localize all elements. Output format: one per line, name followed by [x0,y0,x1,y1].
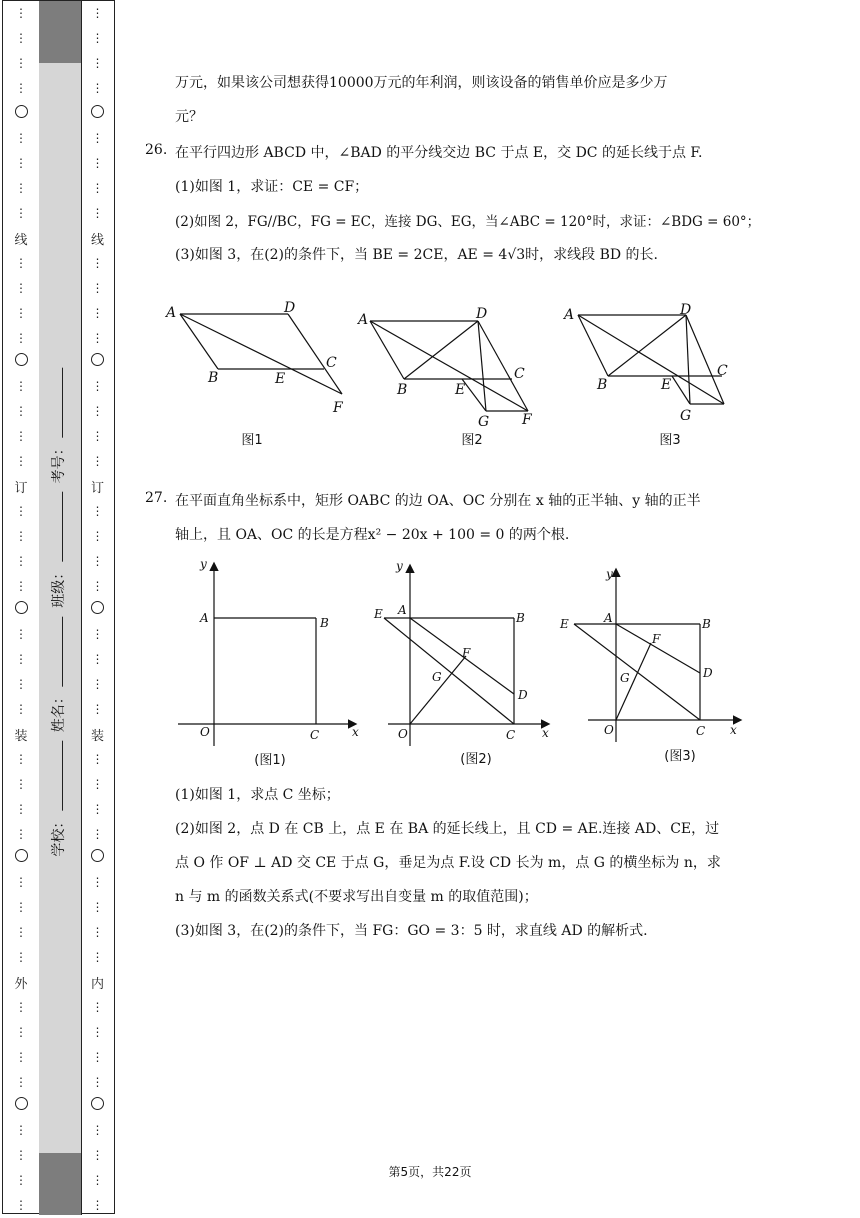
outer-seal-strip [3,1,40,1215]
svg-text:G: G [432,670,442,684]
q27-part2-line1: (2)如图 2，点 D 在 CB 上，点 E 在 BA 的延长线上，且 CD = AE.连接 AD、CE，过 [175,821,720,837]
svg-text:G: G [680,408,692,424]
svg-text:y: y [606,567,613,581]
svg-text:F: F [652,632,661,646]
svg-text:D: D [680,302,692,318]
dotted-line: ⋮ ⋮ ⋮ ⋮ [91,6,104,95]
q26-part2: (2)如图 2，FG//BC，FG = EC，连接 DG、EG，当∠ABC = 120°时，求证：∠BDG = 60°； [175,214,761,230]
outer-mark-ding: 订 [14,481,28,496]
q27-stem-line2: 轴上，且 OA、OC 的长是方程x² − 20x + 100 = 0 的两个根. [175,527,570,543]
dotted-line: ⋮ ⋮ ⋮ ⋮ [15,504,27,593]
circle-mark [3,601,39,618]
svg-text:C: C [696,724,706,738]
circle-mark [81,105,114,122]
dotted-line: ⋮ ⋮ ⋮ ⋮ [15,752,27,841]
svg-text:O: O [604,723,614,737]
exam-number-label: 考号： [51,441,67,484]
dotted-line: ⋮ ⋮ ⋮ ⋮ [91,875,104,964]
circle-mark [81,1097,114,1114]
q27-part3: (3)如图 3，在(2)的条件下，当 FG：GO = 3：5 时，求直线 AD 的解析式. [175,923,648,939]
q27-part1: (1)如图 1，求点 C 坐标； [175,787,340,803]
outer-mark-xian: 线 [14,233,28,248]
circle-mark [3,1097,39,1114]
dotted-line: ⋮ ⋮ ⋮ ⋮ [91,504,104,593]
dotted-line: ⋮ ⋮ ⋮ ⋮ [15,1000,27,1089]
q26-caption-3: 图3 [659,433,681,448]
svg-text:G: G [620,671,630,685]
class-label: 班级： [51,565,67,608]
q26-caption-1: 图1 [241,433,263,448]
svg-text:B: B [516,611,525,625]
name-blank[interactable] [62,616,63,686]
svg-text:x: x [542,726,549,740]
svg-text:D: D [476,306,488,322]
dotted-line: ⋮ ⋮ ⋮ ⋮ [15,1123,27,1212]
svg-text:D: D [703,666,713,680]
q26-figures [160,298,730,458]
q25-tail-line1: 万元，如果该公司想获得10000万元的年利润，则该设备的销售单价应是多少万 [175,75,668,91]
outer-mark-zhuang: 装 [14,729,28,744]
dotted-line: ⋮ ⋮ ⋮ ⋮ [91,627,104,716]
dotted-line: ⋮ ⋮ ⋮ ⋮ [91,131,104,220]
school-blank[interactable] [62,741,63,811]
q27-caption-3: (图3) [664,749,696,764]
q25-tail-line2: 元？ [175,109,203,125]
class-blank[interactable] [62,492,63,562]
q26-part1: (1)如图 1，求证：CE = CF； [175,179,369,195]
q26-figure-1 [180,314,342,394]
svg-text:E: E [560,617,569,631]
svg-text:A: A [564,307,575,323]
svg-text:C: C [326,355,337,371]
circle-mark [81,601,114,618]
dotted-line: ⋮ ⋮ ⋮ ⋮ [15,627,27,716]
q26-number: 26. [145,142,168,158]
q26-stem: 在平行四边形 ABCD 中，∠BAD 的平分线交边 BC 于点 E，交 DC 的延长线于点 F. [175,145,703,161]
svg-text:G: G [478,414,490,430]
q27-caption-1: (图1) [254,753,286,768]
q27-part2-line3: n 与 m 的函数关系式(不要求写出自变量 m 的取值范围)； [175,889,538,905]
circle-mark [3,105,39,122]
inner-mark-zhuang: 装 [90,729,104,744]
dotted-line: ⋮ ⋮ ⋮ ⋮ [15,379,27,468]
svg-text:C: C [514,366,525,382]
circle-mark [3,849,39,866]
q27-figure-1 [178,564,355,746]
dotted-line: ⋮ ⋮ ⋮ ⋮ [91,1123,104,1212]
svg-text:E: E [661,377,672,393]
svg-text:D: D [518,688,528,702]
student-info-fields [44,395,72,857]
svg-text:y: y [396,559,403,573]
svg-text:C: C [506,728,516,742]
q27-number: 27. [145,490,168,506]
svg-text:O: O [398,727,408,741]
circle-mark [3,353,39,370]
dotted-line: ⋮ ⋮ ⋮ ⋮ [15,6,27,95]
svg-text:A: A [200,611,209,625]
svg-text:D: D [284,300,296,316]
svg-text:C: C [310,728,320,742]
q27-stem-line1: 在平面直角坐标系中，矩形 OABC 的边 OA、OC 分别在 x 轴的正半轴、y 轴的正半 [175,493,701,509]
svg-text:F: F [462,646,471,660]
q26-caption-2: 图2 [461,433,483,448]
q26-part3: (3)如图 3，在(2)的条件下，当 BE = 2CE，AE = 4√3时，求线段 BD 的长. [175,247,659,263]
exam-number-blank[interactable] [62,367,63,437]
q27-figure-3 [574,570,740,742]
svg-text:y: y [200,557,207,571]
svg-text:A: A [604,611,613,625]
svg-text:E: E [374,607,383,621]
q26-figure-2 [370,321,528,411]
dotted-line: ⋮ ⋮ ⋮ ⋮ [91,256,104,345]
svg-text:E: E [275,371,286,387]
q27-caption-2: (图2) [460,752,492,767]
svg-text:A: A [398,603,407,617]
svg-text:B: B [397,382,408,398]
page-footer: 第5页，共22页 [388,1165,472,1179]
circle-mark [81,849,114,866]
dotted-line: ⋮ ⋮ ⋮ ⋮ [15,875,27,964]
svg-text:B: B [320,616,329,630]
inner-seal-strip [81,1,114,1215]
inner-mark-nei: 内 [90,977,104,992]
outer-mark-wai: 外 [14,977,28,992]
svg-text:x: x [730,723,737,737]
svg-text:C: C [717,363,728,379]
svg-text:B: B [702,617,711,631]
svg-text:x: x [352,725,359,739]
q27-figures [170,556,750,772]
svg-text:A: A [166,305,177,321]
dotted-line: ⋮ ⋮ ⋮ ⋮ [91,379,104,468]
svg-text:F: F [333,400,343,416]
dotted-line: ⋮ ⋮ ⋮ ⋮ [91,752,104,841]
svg-text:B: B [597,377,608,393]
svg-text:O: O [200,725,210,739]
svg-text:F: F [522,412,532,428]
circle-mark [81,353,114,370]
school-label: 学校： [51,814,67,857]
dotted-line: ⋮ ⋮ ⋮ ⋮ [15,256,27,345]
q27-part2-line2: 点 O 作 OF ⊥ AD 交 CE 于点 G，垂足为点 F.设 CD 长为 m，点 G 的横坐标为 n，求 [175,855,721,871]
name-label: 姓名： [51,690,67,733]
inner-mark-xian: 线 [90,233,104,248]
inner-mark-ding: 订 [90,481,104,496]
svg-text:E: E [455,382,466,398]
svg-text:B: B [208,370,219,386]
dotted-line: ⋮ ⋮ ⋮ ⋮ [15,131,27,220]
dotted-line: ⋮ ⋮ ⋮ ⋮ [91,1000,104,1089]
svg-text:A: A [358,312,369,328]
